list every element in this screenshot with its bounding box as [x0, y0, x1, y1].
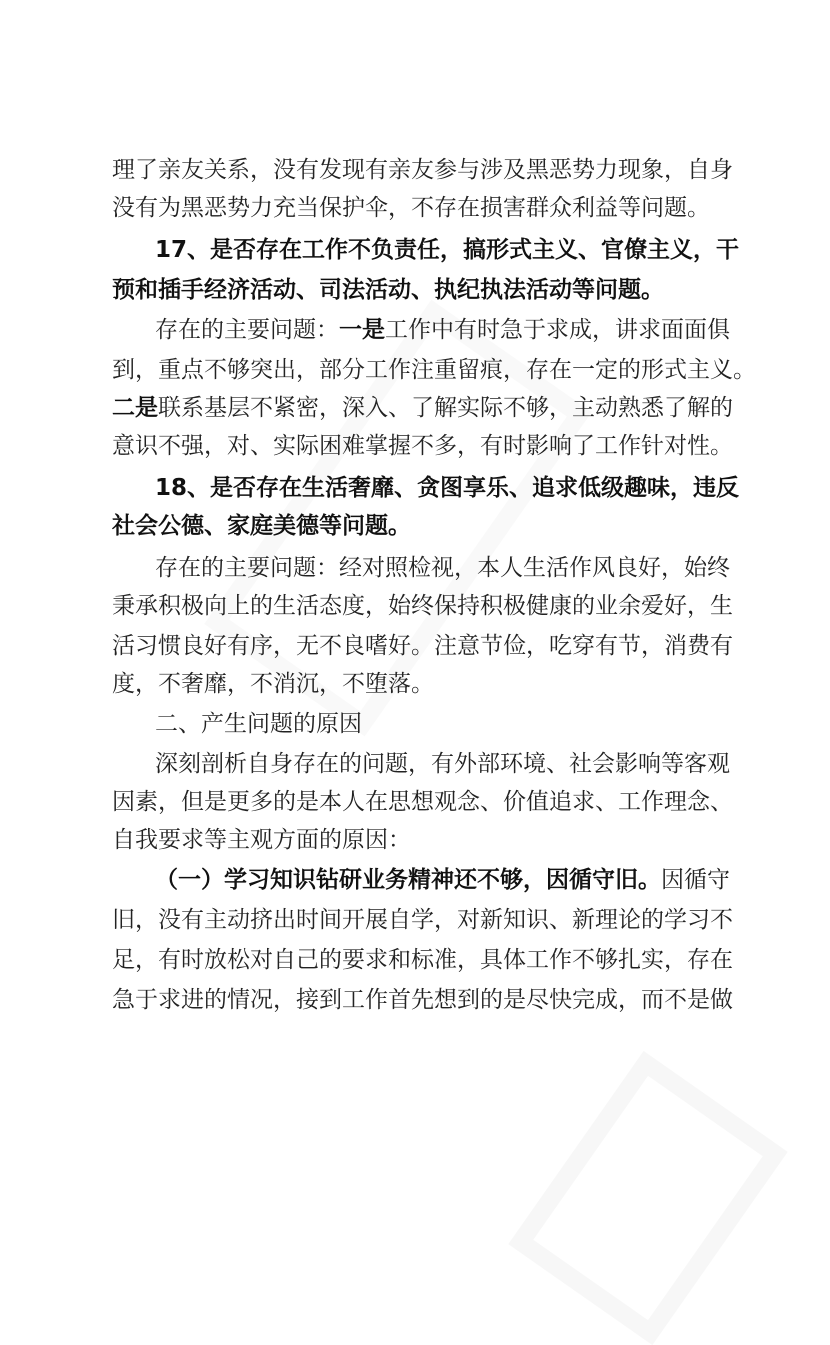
watermark	[508, 1051, 788, 1345]
text: 深刻剖析自身存在的问题，有外部环境、社会影响等客观	[155, 751, 730, 777]
bold-text: 一是	[339, 317, 385, 343]
text: 因循守	[661, 867, 730, 893]
text: 活习惯良好有序，无不良嗜好。注意节俭，吃穿有节，消费有	[112, 633, 733, 659]
text-line	[155, 235, 740, 265]
text-line	[155, 749, 730, 779]
bold-text: 18、是否存在生活奢靡、贪图享乐、追求低级趣味，违反	[155, 475, 740, 501]
text-line	[112, 431, 733, 461]
text-line	[155, 473, 740, 503]
text-line	[155, 315, 730, 345]
bold-text: 17、是否存在工作不负责任，搞形式主义、官僚主义，干	[155, 237, 740, 263]
text-line	[112, 945, 733, 975]
text-line	[112, 787, 733, 817]
text: 存在的主要问题：	[155, 317, 339, 343]
text-line	[112, 631, 733, 661]
text: 秉承积极向上的生活态度，始终保持积极健康的业余爱好，生	[112, 593, 733, 619]
bold-text: 社会公德、家庭美德等问题。	[112, 513, 411, 539]
bold-text: 二是	[112, 395, 158, 421]
text: 自我要求等主观方面的原因：	[112, 827, 411, 853]
text: 存在的主要问题：经对照检视，本人生活作风良好，始终	[155, 555, 730, 581]
text: 因素，但是更多的是本人在思想观念、价值追求、工作理念、	[112, 789, 733, 815]
text-line	[112, 155, 733, 185]
text: 度，不奢靡，不消沉，不堕落。	[112, 671, 434, 697]
text-line	[112, 511, 724, 541]
text: 理了亲友关系，没有发现有亲友参与涉及黑恶势力现象，自身	[112, 157, 733, 183]
text-line	[112, 355, 756, 385]
text-line	[155, 865, 730, 895]
text-line	[112, 825, 724, 855]
text: 到，重点不够突出，部分工作注重留痕，存在一定的形式主义。	[112, 357, 756, 383]
bold-text: 预和插手经济活动、司法活动、执纪执法活动等问题。	[112, 277, 664, 303]
text-line	[112, 591, 733, 621]
text-line	[112, 905, 733, 935]
text-line	[155, 709, 724, 739]
bold-text: （一）学习知识钻研业务精神还不够，因循守旧。	[155, 867, 661, 893]
text-line	[112, 985, 733, 1015]
text-line	[112, 193, 724, 223]
text: 足，有时放松对自己的要求和标准，具体工作不够扎实，存在	[112, 947, 733, 973]
text: 意识不强，对、实际困难掌握不多，有时影响了工作针对性。	[112, 433, 733, 459]
text-line	[155, 553, 730, 583]
text-line	[112, 275, 724, 305]
text: 旧，没有主动挤出时间开展自学，对新知识、新理论的学习不	[112, 907, 733, 933]
text: 联系基层不紧密，深入、了解实际不够，主动熟悉了解的	[158, 395, 733, 421]
text: 工作中有时急于求成，讲求面面俱	[385, 317, 730, 343]
text: 没有为黑恶势力充当保护伞，不存在损害群众利益等问题。	[112, 195, 710, 221]
text: 急于求进的情况，接到工作首先想到的是尽快完成，而不是做	[112, 987, 733, 1013]
text: 二、产生问题的原因	[155, 711, 362, 737]
text-line	[112, 393, 733, 423]
text-line	[112, 669, 724, 699]
